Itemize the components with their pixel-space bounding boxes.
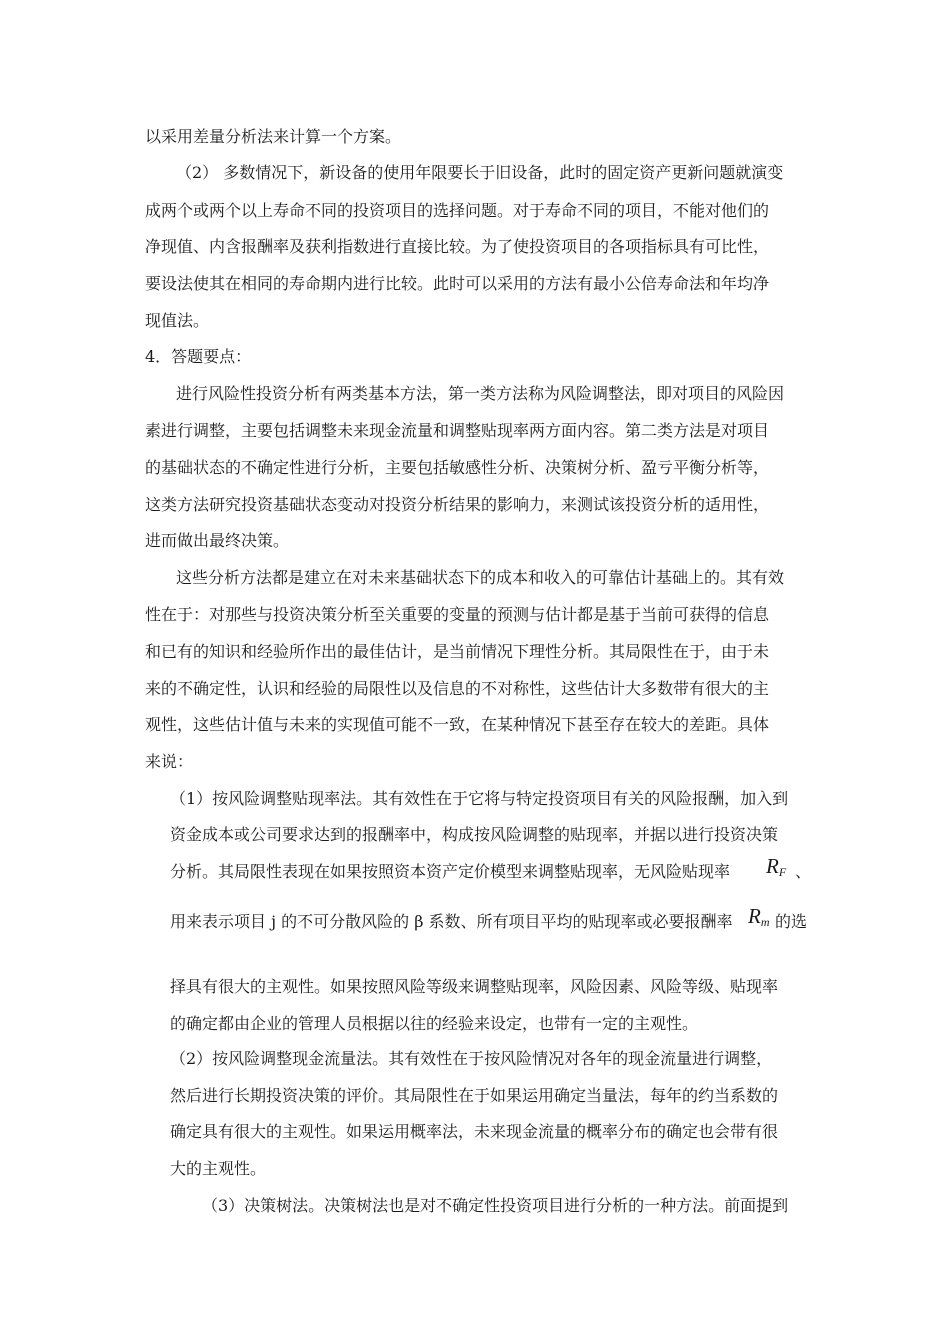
text-line: 这些分析方法都是建立在对未来基础状态下的成本和收入的可靠估计基础上的。其有效 bbox=[176, 568, 785, 587]
text-line: 来说： bbox=[145, 752, 194, 771]
section-heading: 4．答题要点： bbox=[145, 347, 252, 366]
text-line: 观性，这些估计值与未来的实现值可能不一致，在某种情况下甚至存在较大的差距。具体 bbox=[145, 715, 770, 734]
risk-free-rate-symbol: $R_F$ bbox=[766, 854, 787, 879]
text-line: 和已有的知识和经验所作出的最佳估计，是当前情况下理性分析。其局限性在于，由于未 bbox=[145, 642, 770, 661]
text-line: 进而做出最终决策。 bbox=[145, 531, 290, 550]
text-line: 确定具有很大的主观性。如果运用概率法，未来现金流量的概率分布的确定也会带有很 bbox=[170, 1122, 779, 1141]
text-line: 择具有很大的主观性。如果按照风险等级来调整贴现率，风险因素、风险等级、贴现率 bbox=[170, 977, 779, 996]
text-line: 用来表示项目 j 的不可分散风险的 β 系数、所有项目平均的贴现率或必要报酬率 $R_m$ 的选 bbox=[0, 909, 950, 935]
text-line: 素进行调整，主要包括调整未来现金流量和调整贴现率两方面内容。第二类方法是对项目 bbox=[145, 421, 770, 440]
market-rate-symbol: $R_m$ bbox=[748, 904, 770, 929]
text-line: 要设法使其在相同的寿命期内进行比较。此时可以采用的方法有最小公倍寿命法和年均净 bbox=[145, 274, 770, 293]
text-line: 分析。其局限性表现在如果按照资本资产定价模型来调整贴现率，无风险贴现率 $R_F$ 、 bbox=[0, 859, 950, 885]
text-line: 这类方法研究投资基础状态变动对投资分析结果的影响力，来测试该投资分析的适用性， bbox=[145, 495, 770, 514]
text-line: 然后进行长期投资决策的评价。其局限性在于如果运用确定当量法，每年的约当系数的 bbox=[170, 1086, 779, 1105]
text-line: 现值法。 bbox=[145, 311, 210, 330]
text-line: 成两个或两个以上寿命不同的投资项目的选择问题。对于寿命不同的项目，不能对他们的 bbox=[145, 201, 770, 220]
text-line: 大的主观性。 bbox=[170, 1159, 267, 1178]
text-line: 以采用差量分析法来计算一个方案。 bbox=[145, 127, 402, 146]
text-line: （1）按风险调整贴现率法。其有效性在于它将与特定投资项目有关的风险报酬，加入到 bbox=[170, 789, 789, 808]
text-line: （2） 多数情况下，新设备的使用年限要长于旧设备，此时的固定资产更新问题就演变 bbox=[176, 163, 784, 182]
text-line: 资金成本或公司要求达到的报酬率中，构成按风险调整的贴现率，并据以进行投资决策 bbox=[170, 825, 779, 844]
text-line: （2）按风险调整现金流量法。其有效性在于按风险情况对各年的现金流量进行调整， bbox=[170, 1049, 773, 1068]
text-line: 性在于：对那些与投资决策分析至关重要的变量的预测与估计都是基于当前可获得的信息 bbox=[145, 605, 770, 624]
text-line: 净现值、内含报酬率及获利指数进行直接比较。为了使投资项目的各项指标具有可比性， bbox=[145, 237, 770, 256]
text-line: （3）决策树法。决策树法也是对不确定性投资项目进行分析的一种方法。前面提到 bbox=[202, 1196, 789, 1215]
text-line: 进行风险性投资分析有两类基本方法，第一类方法称为风险调整法，即对项目的风险因 bbox=[176, 384, 785, 403]
text-line: 的确定都由企业的管理人员根据以往的经验来设定，也带有一定的主观性。 bbox=[170, 1014, 699, 1033]
text-line: 的基础状态的不确定性进行分析，主要包括敏感性分析、决策树分析、盈亏平衡分析等， bbox=[145, 458, 770, 477]
text-line: 来的不确定性，认识和经验的局限性以及信息的不对称性，这些估计大多数带有很大的主 bbox=[145, 679, 770, 698]
